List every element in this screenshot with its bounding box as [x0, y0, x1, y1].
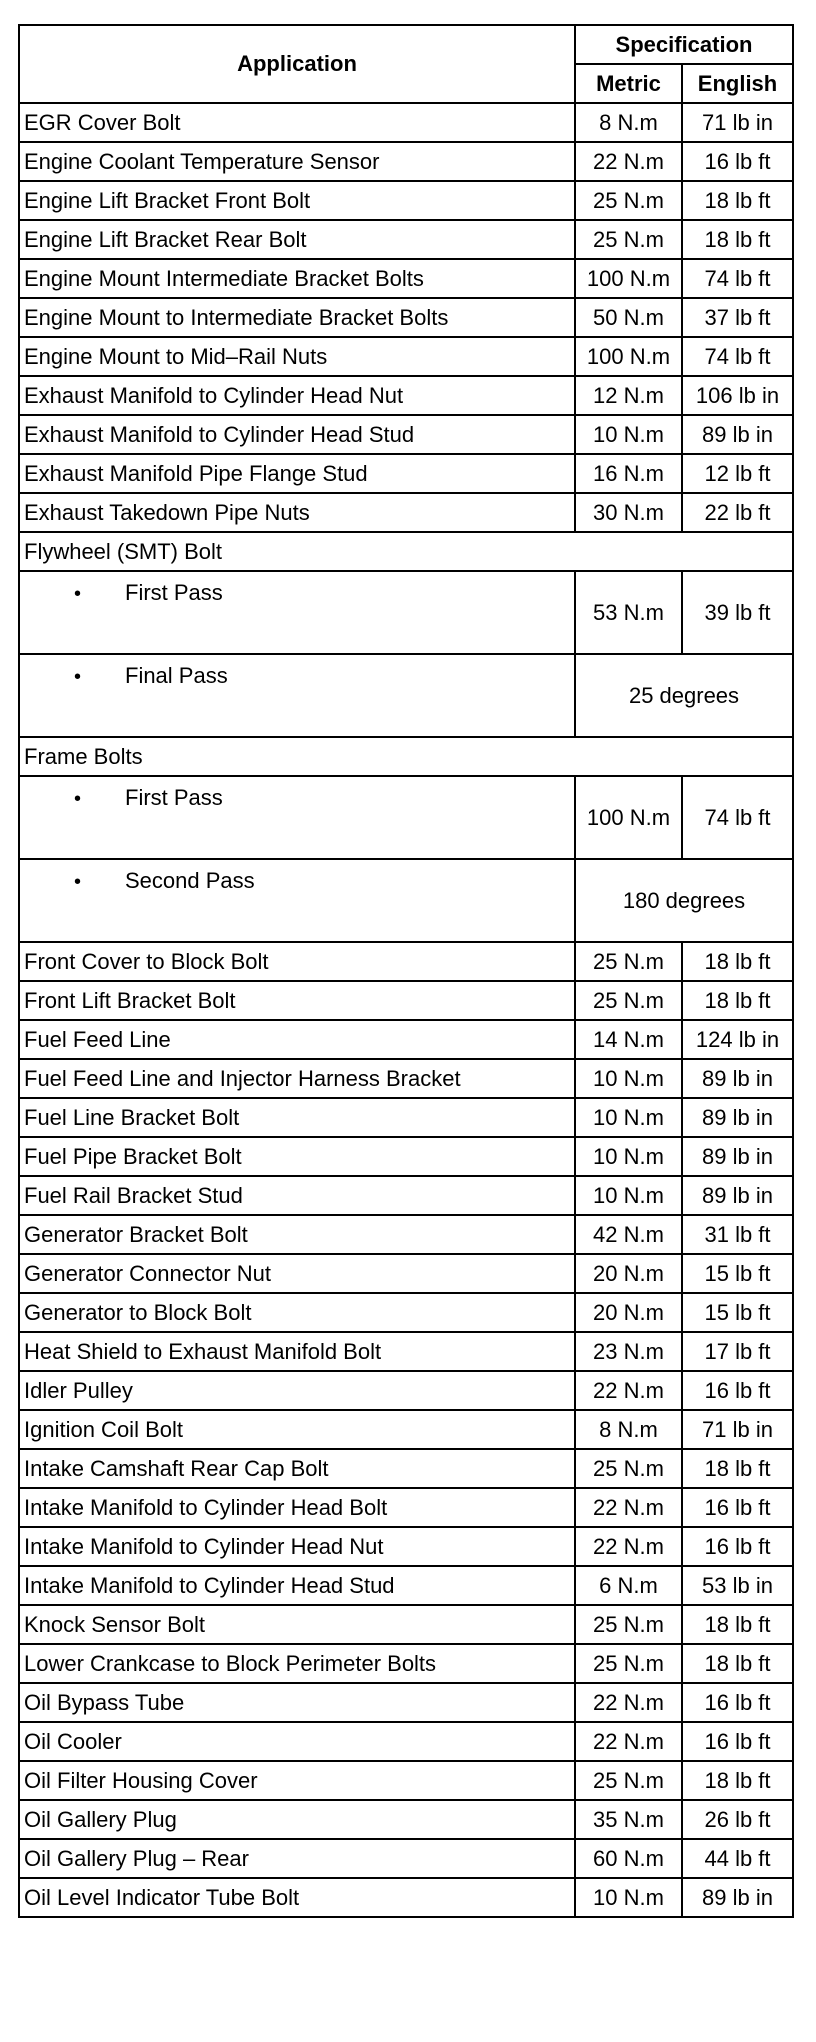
- metric-cell: 22 N.m: [575, 1722, 682, 1761]
- english-cell: 89 lb in: [682, 1059, 793, 1098]
- english-cell: 16 lb ft: [682, 142, 793, 181]
- table-row: [19, 1410, 793, 1449]
- english-cell: 31 lb ft: [682, 1215, 793, 1254]
- table-row: [19, 571, 793, 654]
- table-row: [19, 298, 793, 337]
- application-cell: Heat Shield to Exhaust Manifold Bolt: [19, 1332, 575, 1371]
- header-english: English: [682, 64, 793, 103]
- sub-step-label: Final Pass: [125, 663, 228, 688]
- english-cell: 44 lb ft: [682, 1839, 793, 1878]
- table-row: [19, 1371, 793, 1410]
- table-row: [19, 1488, 793, 1527]
- metric-cell: 10 N.m: [575, 1176, 682, 1215]
- english-cell: 15 lb ft: [682, 1293, 793, 1332]
- application-cell: Lower Crankcase to Block Perimeter Bolts: [19, 1644, 575, 1683]
- application-cell: Exhaust Manifold Pipe Flange Stud: [19, 454, 575, 493]
- table-row: [19, 532, 793, 571]
- metric-cell: 6 N.m: [575, 1566, 682, 1605]
- table-row: [19, 1254, 793, 1293]
- table-row: [19, 1566, 793, 1605]
- metric-cell: 10 N.m: [575, 1059, 682, 1098]
- metric-cell: 35 N.m: [575, 1800, 682, 1839]
- application-cell: Fuel Feed Line and Injector Harness Bracket: [19, 1059, 575, 1098]
- table-row: [19, 454, 793, 493]
- application-cell: Generator Connector Nut: [19, 1254, 575, 1293]
- english-cell: 37 lb ft: [682, 298, 793, 337]
- metric-cell: 10 N.m: [575, 1137, 682, 1176]
- table-row: [19, 737, 793, 776]
- application-cell: Fuel Rail Bracket Stud: [19, 1176, 575, 1215]
- table-row: [19, 1059, 793, 1098]
- english-cell: 16 lb ft: [682, 1527, 793, 1566]
- sub-step-cell: [19, 776, 575, 859]
- bullet-icon: •: [74, 666, 82, 688]
- metric-cell: 22 N.m: [575, 1527, 682, 1566]
- metric-cell: 100 N.m: [575, 776, 682, 859]
- metric-cell: 8 N.m: [575, 1410, 682, 1449]
- table-row: [19, 1215, 793, 1254]
- metric-cell: 16 N.m: [575, 454, 682, 493]
- metric-cell: 42 N.m: [575, 1215, 682, 1254]
- english-cell: 18 lb ft: [682, 1761, 793, 1800]
- table-row: [19, 1800, 793, 1839]
- metric-cell: 25 N.m: [575, 942, 682, 981]
- table-row: [19, 859, 793, 942]
- table-row: [19, 1020, 793, 1059]
- metric-cell: 100 N.m: [575, 337, 682, 376]
- bullet-icon: •: [74, 583, 82, 605]
- application-cell: Oil Gallery Plug – Rear: [19, 1839, 575, 1878]
- metric-cell: 100 N.m: [575, 259, 682, 298]
- metric-cell: 25 N.m: [575, 981, 682, 1020]
- application-cell: Engine Lift Bracket Rear Bolt: [19, 220, 575, 259]
- table-row: [19, 1878, 793, 1917]
- application-cell: Oil Gallery Plug: [19, 1800, 575, 1839]
- english-cell: 16 lb ft: [682, 1371, 793, 1410]
- table-row: [19, 1176, 793, 1215]
- application-cell: Front Lift Bracket Bolt: [19, 981, 575, 1020]
- english-cell: 71 lb in: [682, 1410, 793, 1449]
- sub-step-cell: [19, 571, 575, 654]
- english-cell: 26 lb ft: [682, 1800, 793, 1839]
- metric-cell: 10 N.m: [575, 415, 682, 454]
- application-cell: Intake Camshaft Rear Cap Bolt: [19, 1449, 575, 1488]
- metric-cell: 25 N.m: [575, 181, 682, 220]
- application-cell: Exhaust Manifold to Cylinder Head Nut: [19, 376, 575, 415]
- table-row: [19, 1722, 793, 1761]
- metric-cell: 25 N.m: [575, 1605, 682, 1644]
- application-cell: Idler Pulley: [19, 1371, 575, 1410]
- application-cell: Oil Cooler: [19, 1722, 575, 1761]
- header-specification: Specification: [575, 25, 793, 64]
- application-cell: Intake Manifold to Cylinder Head Bolt: [19, 1488, 575, 1527]
- metric-cell: 23 N.m: [575, 1332, 682, 1371]
- table-row: [19, 1137, 793, 1176]
- english-cell: 89 lb in: [682, 1137, 793, 1176]
- english-cell: 74 lb ft: [682, 776, 793, 859]
- spec-table-container: [18, 24, 792, 1918]
- english-cell: 71 lb in: [682, 103, 793, 142]
- table-row: [19, 1761, 793, 1800]
- application-cell: Ignition Coil Bolt: [19, 1410, 575, 1449]
- merged-spec-cell: 180 degrees: [575, 859, 793, 942]
- english-cell: 18 lb ft: [682, 942, 793, 981]
- english-cell: 18 lb ft: [682, 1449, 793, 1488]
- metric-cell: 25 N.m: [575, 1449, 682, 1488]
- english-cell: 16 lb ft: [682, 1683, 793, 1722]
- table-row: [19, 103, 793, 142]
- application-cell: Engine Coolant Temperature Sensor: [19, 142, 575, 181]
- table-row: [19, 942, 793, 981]
- metric-cell: 14 N.m: [575, 1020, 682, 1059]
- english-cell: 18 lb ft: [682, 1605, 793, 1644]
- english-cell: 18 lb ft: [682, 1644, 793, 1683]
- bullet-icon: •: [74, 871, 82, 893]
- metric-cell: 53 N.m: [575, 571, 682, 654]
- metric-cell: 20 N.m: [575, 1293, 682, 1332]
- table-row: [19, 1527, 793, 1566]
- sub-step-label: Second Pass: [125, 868, 255, 893]
- metric-cell: 25 N.m: [575, 1761, 682, 1800]
- application-cell: Oil Filter Housing Cover: [19, 1761, 575, 1800]
- english-cell: 53 lb in: [682, 1566, 793, 1605]
- table-row: [19, 493, 793, 532]
- english-cell: 89 lb in: [682, 1176, 793, 1215]
- merged-spec-cell: 25 degrees: [575, 654, 793, 737]
- english-cell: 15 lb ft: [682, 1254, 793, 1293]
- english-cell: 22 lb ft: [682, 493, 793, 532]
- group-heading-cell: Frame Bolts: [19, 737, 793, 776]
- table-row: [19, 1644, 793, 1683]
- english-cell: 74 lb ft: [682, 259, 793, 298]
- english-cell: 74 lb ft: [682, 337, 793, 376]
- application-cell: Exhaust Takedown Pipe Nuts: [19, 493, 575, 532]
- english-cell: 16 lb ft: [682, 1488, 793, 1527]
- sub-step-cell: [19, 654, 575, 737]
- table-row: [19, 1683, 793, 1722]
- metric-cell: 20 N.m: [575, 1254, 682, 1293]
- torque-spec-table: [18, 24, 794, 1918]
- metric-cell: 50 N.m: [575, 298, 682, 337]
- metric-cell: 60 N.m: [575, 1839, 682, 1878]
- application-cell: Knock Sensor Bolt: [19, 1605, 575, 1644]
- table-row: [19, 776, 793, 859]
- sub-step-cell: [19, 859, 575, 942]
- table-body: [19, 103, 793, 1917]
- table-row: [19, 1449, 793, 1488]
- english-cell: 18 lb ft: [682, 181, 793, 220]
- table-row: [19, 1605, 793, 1644]
- metric-cell: 8 N.m: [575, 103, 682, 142]
- application-cell: Intake Manifold to Cylinder Head Stud: [19, 1566, 575, 1605]
- table-header: [19, 25, 793, 103]
- application-cell: Fuel Pipe Bracket Bolt: [19, 1137, 575, 1176]
- group-heading-cell: Flywheel (SMT) Bolt: [19, 532, 793, 571]
- english-cell: 17 lb ft: [682, 1332, 793, 1371]
- application-cell: Generator to Block Bolt: [19, 1293, 575, 1332]
- table-row: [19, 415, 793, 454]
- application-cell: Fuel Feed Line: [19, 1020, 575, 1059]
- application-cell: Exhaust Manifold to Cylinder Head Stud: [19, 415, 575, 454]
- application-cell: Engine Lift Bracket Front Bolt: [19, 181, 575, 220]
- english-cell: 39 lb ft: [682, 571, 793, 654]
- metric-cell: 25 N.m: [575, 220, 682, 259]
- english-cell: 124 lb in: [682, 1020, 793, 1059]
- table-row: [19, 142, 793, 181]
- metric-cell: 22 N.m: [575, 1683, 682, 1722]
- table-row: [19, 1293, 793, 1332]
- metric-cell: 30 N.m: [575, 493, 682, 532]
- metric-cell: 10 N.m: [575, 1878, 682, 1917]
- table-row: [19, 181, 793, 220]
- table-row: [19, 337, 793, 376]
- application-cell: EGR Cover Bolt: [19, 103, 575, 142]
- table-row: [19, 654, 793, 737]
- english-cell: 12 lb ft: [682, 454, 793, 493]
- english-cell: 106 lb in: [682, 376, 793, 415]
- application-cell: Engine Mount Intermediate Bracket Bolts: [19, 259, 575, 298]
- english-cell: 89 lb in: [682, 1098, 793, 1137]
- header-metric: Metric: [575, 64, 682, 103]
- english-cell: 18 lb ft: [682, 220, 793, 259]
- english-cell: 18 lb ft: [682, 981, 793, 1020]
- application-cell: Engine Mount to Mid–Rail Nuts: [19, 337, 575, 376]
- table-row: [19, 220, 793, 259]
- application-cell: Fuel Line Bracket Bolt: [19, 1098, 575, 1137]
- english-cell: 89 lb in: [682, 415, 793, 454]
- table-row: [19, 376, 793, 415]
- english-cell: 89 lb in: [682, 1878, 793, 1917]
- metric-cell: 10 N.m: [575, 1098, 682, 1137]
- application-cell: Front Cover to Block Bolt: [19, 942, 575, 981]
- table-row: [19, 259, 793, 298]
- metric-cell: 22 N.m: [575, 1371, 682, 1410]
- application-cell: Intake Manifold to Cylinder Head Nut: [19, 1527, 575, 1566]
- application-cell: Oil Bypass Tube: [19, 1683, 575, 1722]
- table-row: [19, 1098, 793, 1137]
- table-row: [19, 1839, 793, 1878]
- english-cell: 16 lb ft: [682, 1722, 793, 1761]
- bullet-icon: •: [74, 788, 82, 810]
- table-row: [19, 981, 793, 1020]
- application-cell: Engine Mount to Intermediate Bracket Bolts: [19, 298, 575, 337]
- application-cell: Generator Bracket Bolt: [19, 1215, 575, 1254]
- metric-cell: 25 N.m: [575, 1644, 682, 1683]
- metric-cell: 22 N.m: [575, 142, 682, 181]
- header-application: Application: [19, 25, 575, 103]
- table-row: [19, 1332, 793, 1371]
- sub-step-label: First Pass: [125, 785, 223, 810]
- sub-step-label: First Pass: [125, 580, 223, 605]
- metric-cell: 12 N.m: [575, 376, 682, 415]
- application-cell: Oil Level Indicator Tube Bolt: [19, 1878, 575, 1917]
- metric-cell: 22 N.m: [575, 1488, 682, 1527]
